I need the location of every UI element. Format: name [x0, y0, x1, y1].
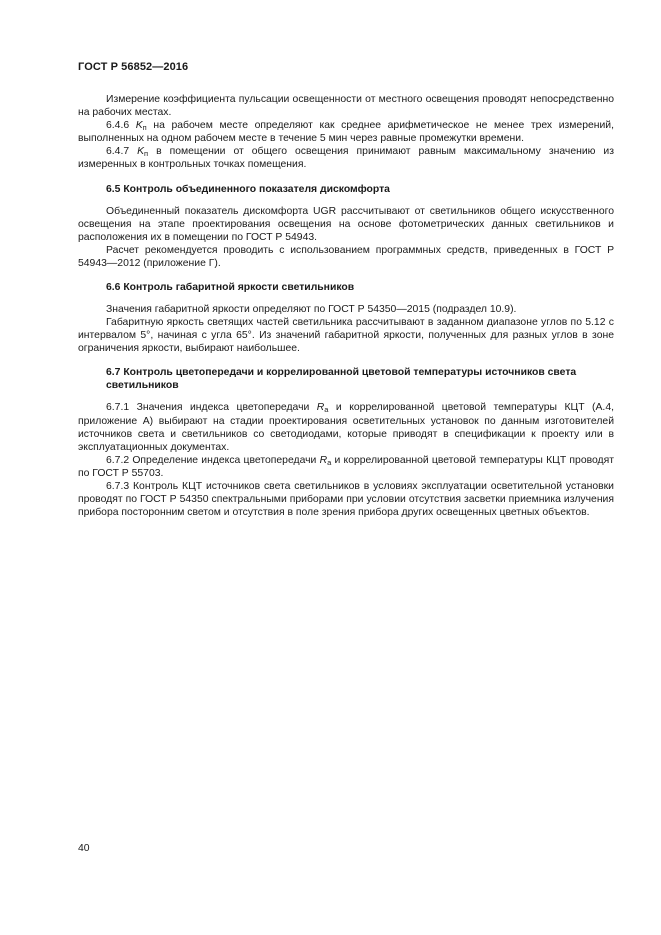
heading-line-1: 6.7 Контроль цветопередачи и коррелированной цветовой температуры источников света [106, 367, 577, 379]
paragraph-text: и коррелированной цветовой температуры КЦТ (А.4, приложение А) выбирают на стадии проектирования осветительных установок по данным изготовителей источников света и светильников со светодиодами, которые приводят в спецификации к проекту или в эксплуатационных документах. [78, 402, 614, 453]
paragraph-6-4-6 [78, 119, 614, 145]
paragraph-6-4-7 [78, 145, 614, 171]
paragraph-6-7-1 [78, 401, 614, 453]
page-number: 40 [78, 843, 90, 854]
paragraph-text: на рабочем месте определяют как среднее арифметическое не менее трех измерений, выполненных на одном рабочем месте в течение 5 мин через равные промежутки времени. [78, 120, 615, 145]
document-header: ГОСТ Р 56852—2016 [78, 61, 189, 73]
section-heading-6-5: 6.5 Контроль объединенного показателя дискомфорта [106, 183, 390, 195]
paragraph-text: в помещении от общего освещения принимают равным максимальному значению из измеренных в контрольных точках помещения. [78, 146, 614, 171]
paragraph-calc-software: Расчет рекомендуется проводить с использованием программных средств, приведенных в ГОСТ Р 54943—2012 (приложение Г). [78, 244, 614, 269]
paragraph-pulsation-local: Измерение коэффициента пульсации освещенности от местного освещения проводят непосредственно на рабочих местах. [78, 94, 614, 119]
symbol-subscript: a [324, 405, 329, 415]
symbol-k: K [135, 120, 143, 132]
clause-number: 6.4.6 [106, 120, 130, 132]
symbol-r: R [319, 454, 328, 466]
paragraph-text: 6.7.2 Определение индекса цветопередачи [106, 454, 320, 466]
heading-line-2: светильников [106, 380, 179, 392]
section-heading-6-7 [78, 366, 614, 392]
paragraph-ugr: Объединенный показатель дискомфорта UGR рассчитывают от светильников общего искусственного освещения на этапе проектирования освещения на основе фотометрических данных светильников и расположения их в помещении по ГОСТ Р 54943. [78, 205, 614, 243]
paragraph-text: 6.7.1 Значения индекса цветопередачи [106, 402, 317, 414]
paragraph-brightness-calc: Габаритную яркость светящих частей светильника рассчитывают в заданном диапазоне углов по 5.12 с интервалом 5°, начиная с угла 65°. Из значений габаритной яркости, полученных для разных углов в зоне ограничения яркости, выбирают наибольшее. [78, 317, 614, 355]
section-heading-6-6: 6.6 Контроль габаритной яркости светильников [106, 282, 355, 294]
paragraph-brightness-values: Значения габаритной яркости определяют по ГОСТ Р 54350—2015 (подраздел 10.9). [106, 304, 517, 316]
paragraph-6-7-3: 6.7.3 Контроль КЦТ источников света светильников в условиях эксплуатации осветительной установки проводят по ГОСТ Р 54350 спектральными приборами при условии отсутствия засветки приемника излучения прибора посторонним светом и отсутствия в поле зрения прибора других освещенных цветных объектов. [78, 480, 614, 519]
symbol-r: R [316, 402, 325, 414]
paragraph-text: и коррелированной цветовой температуры КЦТ проводят по ГОСТ Р 55703. [78, 454, 614, 479]
symbol-subscript: п [144, 149, 149, 159]
clause-number: 6.4.7 [106, 146, 130, 158]
page-body [78, 93, 614, 519]
symbol-k: K [137, 146, 145, 158]
symbol-subscript: a [327, 457, 332, 467]
symbol-subscript: п [142, 123, 147, 133]
paragraph-6-7-2 [78, 454, 614, 480]
